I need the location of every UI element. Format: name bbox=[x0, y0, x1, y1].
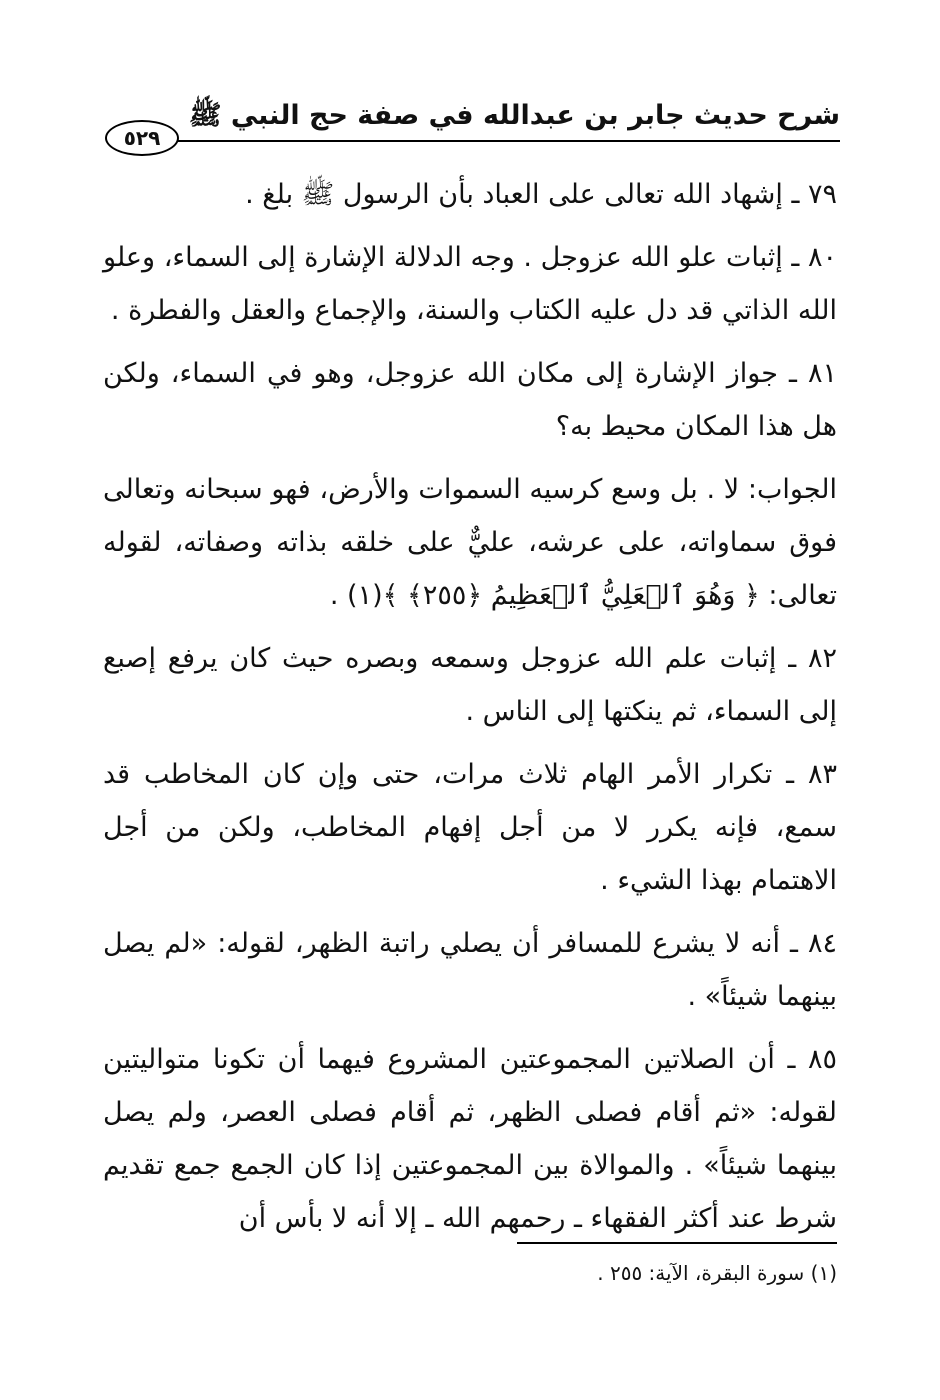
paragraph-84: ٨٤ ـ أنه لا يشرع للمسافر أن يصلي راتبة الظهر، لقوله: «لم يصل بينهما شيئاً» . bbox=[103, 928, 837, 1012]
paragraph-85: ٨٥ ـ أن الصلاتين المجموعتين المشروع فيهما أن تكونا متواليتين لقوله: «ثم أقام فصلى الظهر، ثم أقام فصلى العصر، ولم يصل بينهما شيئاً» . والموالاة بين المجموعتين إذا كان الجمع جمع تقديم شرط عند أكثر الفقهاء ـ رحمهم الله ـ إلا أنه لا بأس أن bbox=[103, 1044, 837, 1234]
paragraph-81: ٨١ ـ جواز الإشارة إلى مكان الله عزوجل، وهو في السماء، ولكن هل هذا المكان محيط به؟ bbox=[103, 358, 837, 442]
paragraph-answer: الجواب: لا . بل وسع كرسيه السموات والأرض، فهو سبحانه وتعالى فوق سماواته، على عرشه، عليٌّ على خلقه بذاته وصفاته، لقوله تعالى: ﴿ وَهُوَ ٱلۡعَلِيُّ ٱلۡعَظِيمُ ﴿٢٥٥﴾ ﴾(١) . bbox=[103, 474, 837, 611]
footnote: (١) سورة البقرة، الآية: ٢٥٥ . bbox=[597, 1261, 837, 1285]
paragraph-79: ٧٩ ـ إشهاد الله تعالى على العباد بأن الرسول ﷺ بلغ . bbox=[245, 179, 837, 210]
paragraph-80: ٨٠ ـ إثبات علو الله عزوجل . وجه الدلالة الإشارة إلى السماء، وعلو الله الذاتي قد دل عليه الكتاب والسنة، والإجماع والعقل والفطرة . bbox=[103, 242, 837, 326]
page-number: ٥٢٩ bbox=[105, 120, 179, 156]
running-header bbox=[105, 98, 840, 150]
paragraph-82: ٨٢ ـ إثبات علم الله عزوجل وسمعه وبصره حيث كان يرفع إصبع إلى السماء، ثم ينكتها إلى الناس . bbox=[103, 643, 837, 727]
header-rule bbox=[165, 140, 840, 142]
body-text bbox=[103, 168, 837, 1255]
paragraph-83: ٨٣ ـ تكرار الأمر الهام ثلاث مرات، حتى وإن كان المخاطب قد سمع، فإنه يكرر لا من أجل إفهام المخاطب، ولكن من أجل الاهتمام بهذا الشيء . bbox=[103, 759, 837, 896]
footnote-rule bbox=[517, 1242, 837, 1244]
header-title: شرح حديث جابر بن عبدالله في صفة حج النبي ﷺ bbox=[188, 100, 840, 131]
